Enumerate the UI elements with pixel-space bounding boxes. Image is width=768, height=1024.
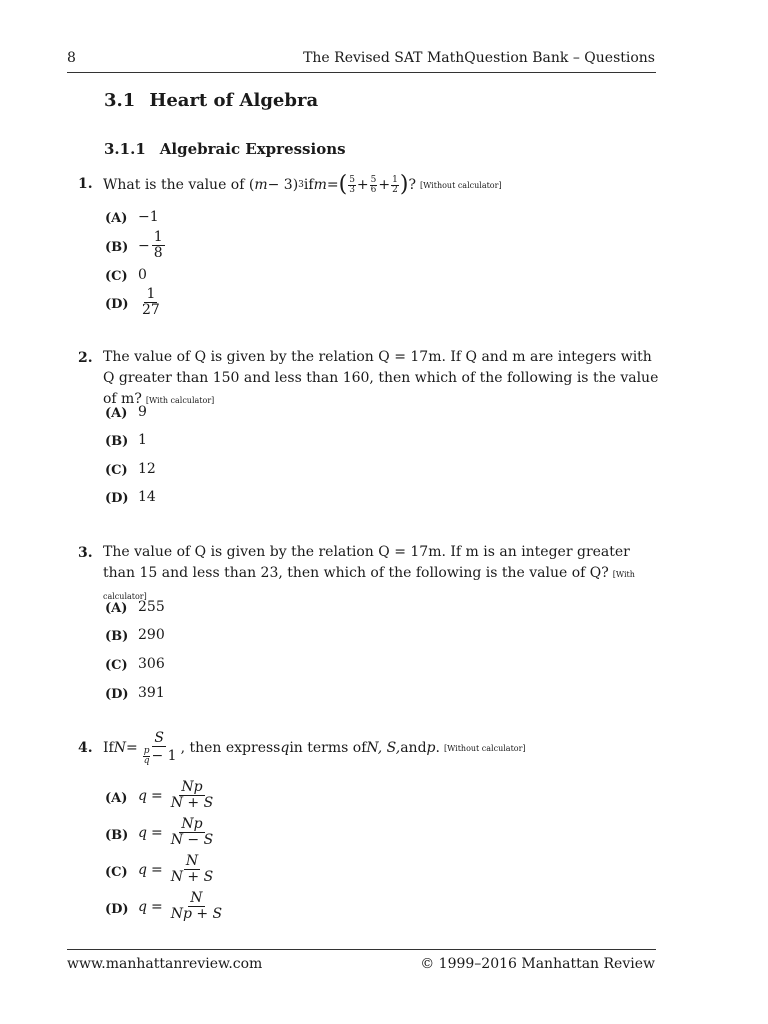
question-text: The value of Q is given by the relation Q = 17m. If Q and m are integers with Q greater than 150 and less than 160, then which of the following is the value of m? [With calculator] [103,349,659,407]
option-label: (B) [105,828,129,843]
question-number: 2. [78,350,93,366]
question-text: What is the value of ( m − 3) 3 if m = ( $\frac{5}{3}$ + $\frac{5}{6}$ + $\frac{1}{2}$ ) ? [Without calculator] [103,172,502,197]
option-value [138,287,164,318]
subsection-number: 3.1.1 [104,140,146,158]
calculator-note: [With calculator] [145,396,215,405]
question-number: 4. [78,740,93,756]
option-value: 12 [138,461,156,477]
option-value: q = $\frac{N}{N + S}$ [138,853,214,885]
section-heading [104,90,318,111]
calculator-note: [With calculator] [103,570,635,601]
section-number: 3.1 [104,90,136,111]
option-value: q = $\frac{N}{Np + S}$ [138,890,223,922]
fraction: $\frac{1}{8}$ [153,229,163,261]
option-value: 255 [138,599,165,615]
fraction: $\frac{5}{3}$ [349,174,355,195]
option-label: (C) [105,865,128,880]
option-value: 0 [138,267,147,283]
subsection-title: Algebraic Expressions [159,140,346,158]
option-value: 391 [138,685,165,701]
fraction: $\frac{5}{6}$ [370,174,377,195]
subsection-heading [104,140,346,158]
option-label: (C) [105,463,128,478]
option-label: (D) [105,297,129,312]
option-value: − $\frac{1}{8}$ [138,229,163,261]
question-number: 1. [78,176,93,192]
option-value: 9 [138,404,147,420]
fraction: $\frac{N}{Np + S}$ [170,890,223,922]
footer-url: www.manhattanreview.com [67,956,263,972]
fraction: $\frac{N}{N + S}$ [170,853,214,885]
option-label: (B) [105,240,129,255]
option-label: (A) [105,601,128,616]
fraction: $\frac{p}{q}$ [143,745,150,766]
question-number: 3. [78,545,93,561]
fraction: $\frac{1}{2}$ [392,174,398,195]
option-label: (D) [105,902,129,917]
running-title: The Revised SAT MathQuestion Bank – Questions [303,50,655,66]
fraction: $\frac{1}{27}$ [142,286,160,318]
calculator-note: [Without calculator] [443,743,526,753]
option-value: −1 [138,209,159,225]
question-text: The value of Q is given by the relation Q = 17m. If m is an integer greater than 15 and less than 23, then which of the following is the value of Q? [With calculator] [103,544,635,601]
option-label: (D) [105,687,129,702]
option-label: (C) [105,658,128,673]
option-value: q = $\frac{Np}{N + S}$ [138,779,214,811]
option-label: (A) [105,406,128,421]
section-title: Heart of Algebra [149,90,319,111]
fraction: $\frac{Np}{N - S}$ [170,816,214,848]
option-value: q = $\frac{Np}{N - S}$ [138,816,214,848]
option-label: (A) [105,791,128,806]
option-label: (B) [105,434,129,449]
footer-copyright: © 1999–2016 Manhattan Review [420,956,655,972]
fraction: $\frac{Np}{N + S}$ [170,779,214,811]
option-label: (C) [105,269,128,284]
option-label: (A) [105,211,128,226]
option-value: 306 [138,656,165,672]
option-value: 290 [138,627,165,643]
option-label: (D) [105,491,129,506]
footer-rule [67,949,656,950]
option-label: (B) [105,629,129,644]
calculator-note: [Without calculator] [419,180,502,190]
question-text: If N = S $\frac{p}{q}$ − 1 , then express q in terms of N, S, and p . [Without calculator] [103,729,526,766]
option-value: 14 [138,489,156,505]
header-rule [67,72,656,73]
page-number: 8 [67,50,76,66]
fraction: S $\frac{p}{q}$ − 1 [143,729,177,766]
option-value: 1 [138,432,147,448]
